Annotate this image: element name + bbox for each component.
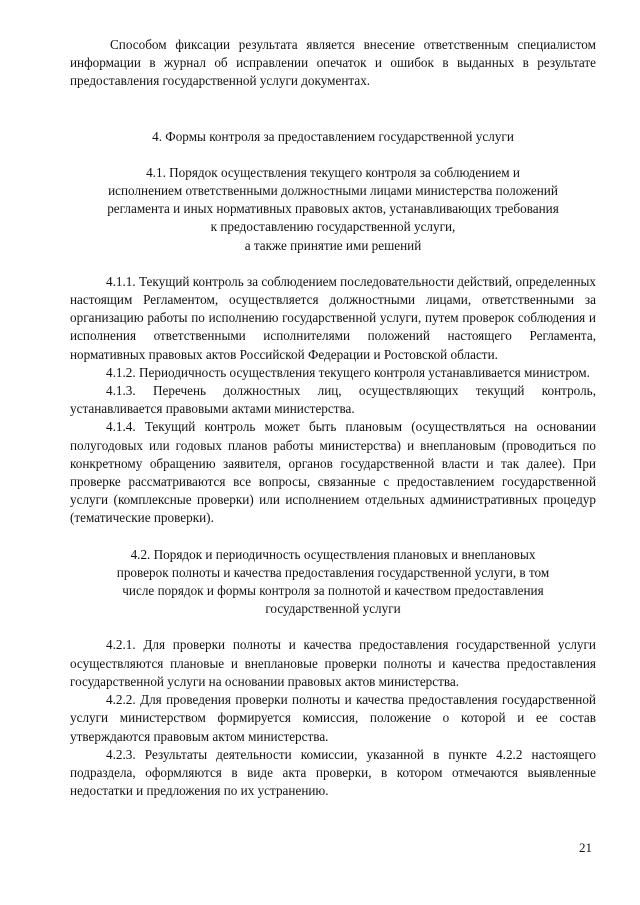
spacer: [70, 255, 596, 273]
heading-line: государственной услуги: [265, 601, 401, 617]
heading-line: 4.1. Порядок осуществления текущего контроля за соблюдением и: [146, 164, 520, 180]
subsection-4-2-heading: [70, 546, 596, 619]
paragraph-4-1-3: 4.1.3. Перечень должностных лиц, осуществляющих текущий контроль, устанавливается правовыми актами министерства.: [70, 383, 596, 417]
heading-line: исполнением ответственными должностными лицами министерства положений: [108, 183, 558, 199]
spacer: [70, 618, 596, 636]
paragraph-4-2-3: 4.2.3. Результаты деятельности комиссии, указанной в пункте 4.2.2 настоящего подраздела, оформляются в виде акта проверки, в котором отмечаются выявленные недостатки и предложения по их устранению.: [70, 746, 596, 799]
heading-line: а также принятие ими решений: [244, 237, 422, 253]
heading-line: к предоставлению государственной услуги,: [210, 219, 456, 235]
heading-line: числе порядок и формы контроля за полнотой и качеством предоставления: [122, 583, 544, 599]
heading-line: 4.2. Порядок и периодичность осуществления плановых и внеплановых: [130, 546, 536, 562]
heading-line: регламента и иных нормативных правовых актов, устанавливающих требования: [107, 201, 559, 217]
intro-paragraph: Способом фиксации результата является внесение ответственным специалистом информации в журнал об исправлении опечаток и ошибок в выданных в результате предоставления государственной услуги документах.: [70, 37, 596, 89]
document-page: [70, 36, 596, 800]
section-heading: 4. Формы контроля за предоставлением государственной услуги: [152, 128, 514, 144]
paragraph-4-2-1: 4.2.1. Для проверки полноты и качества предоставления государственной услуги осуществляются плановые и внеплановые проверки полноты и качества предоставления государственной услуги на основании правовых актов министерства.: [70, 637, 596, 689]
page-number: 21: [579, 840, 592, 855]
paragraph-4-1-4: 4.1.4. Текущий контроль может быть плановым (осуществляться на основании полугодовых или годовых планов работы министерства) и внеплановым (проводиться по конкретному обращению заявителя, органов государственной власти и так далее). При проверке рассматриваются все вопросы, связанные с предоставлением государственной услуги (комплексные проверки) или исполнением отдельных административных процедур (тематические проверки).: [70, 419, 596, 526]
paragraph-4-2-2: 4.2.2. Для проведения проверки полноты и качества предоставления государственной услуги министерством формируется комиссия, положение о которой и ее состав утверждаются правовым актом министерства.: [70, 692, 596, 744]
paragraph-4-1-2: 4.1.2. Периодичность осуществления текущего контроля устанавливается министром.: [106, 364, 590, 380]
paragraph-4-1-1: 4.1.1. Текущий контроль за соблюдением последовательности действий, определенных настоящим Регламентом, осуществляется должностными лицами, ответственными за организацию работы по исполнению государственной услуги, путем проверок соблюдения и исполнения ответственными исполнителями положений настоящего Регламента, нормативных правовых актов Российской Федерации и Ростовской области.: [70, 273, 596, 362]
heading-line: проверок полноты и качества предоставления государственной услуги, в том: [116, 564, 550, 580]
subsection-4-1-heading: [70, 164, 596, 255]
